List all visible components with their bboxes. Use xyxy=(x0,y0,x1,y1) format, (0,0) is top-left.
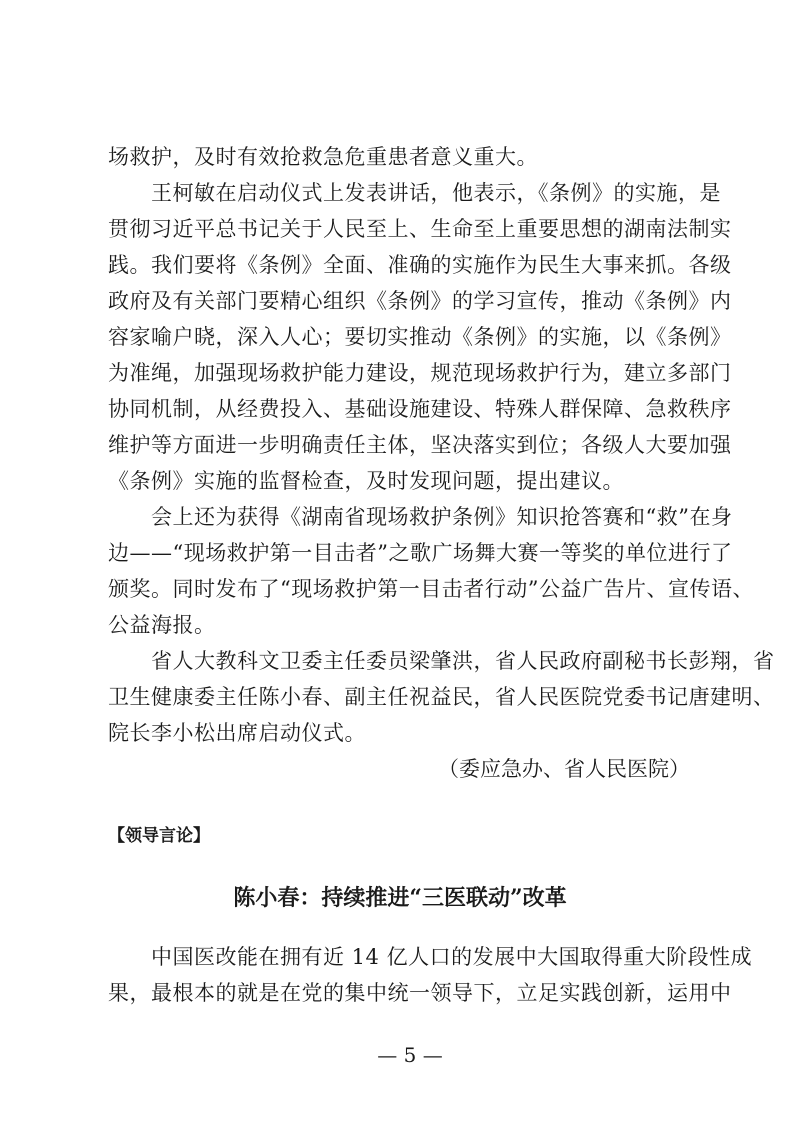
body-line: 维护等方面进一步明确责任主体，坚决落实到位；各级人大要加强 xyxy=(108,433,732,457)
body-line: 容家喻户晓，深入人心；要切实推动《条例》的实施，以《条例》 xyxy=(108,325,732,349)
body-line: 政府及有关部门要精心组织《条例》的学习宣传，推动《条例》内 xyxy=(108,289,732,313)
body-line: 《条例》实施的监督检查，及时发现问题，提出建议。 xyxy=(108,469,624,493)
article-line: 果，最根本的就是在党的集中统一领导下，立足实践创新，运用中 xyxy=(108,981,732,1005)
body-line: 卫生健康委主任陈小春、副主任祝益民，省人民医院党委书记唐建明、 xyxy=(108,685,775,709)
article-title: 陈小春：持续推进“三医联动”改革 xyxy=(233,885,567,911)
body-line: 边——“现场救护第一目击者”之歌广场舞大赛一等奖的单位进行了 xyxy=(108,541,733,565)
article-line: 中国医改能在拥有近 14 亿人口的发展中大国取得重大阶段性成 xyxy=(108,945,753,969)
body-line: 践。我们要将《条例》全面、准确的实施作为民生大事来抓。各级 xyxy=(108,253,732,277)
body-line: 协同机制，从经费投入、基础设施建设、特殊人群保障、急救秩序 xyxy=(108,397,732,421)
body-line: 场救护，及时有效抢救急危重患者意义重大。 xyxy=(108,145,538,169)
body-line: 颁奖。同时发布了“现场救护第一目击者行动”公益广告片、宣传语、 xyxy=(108,577,754,601)
source-attribution: （委应急办、省人民医院） xyxy=(438,757,690,781)
page-number xyxy=(0,1040,800,1070)
body-line: 会上还为获得《湖南省现场救护条例》知识抢答赛和“救”在身 xyxy=(108,505,733,529)
body-line: 为准绳，加强现场救护能力建设，规范现场救护行为，建立多部门 xyxy=(108,361,732,385)
body-line: 公益海报。 xyxy=(108,613,216,637)
body-line: 院长李小松出席启动仪式。 xyxy=(108,721,366,745)
page-number-text: — 5 — xyxy=(377,1043,443,1067)
body-line: 贯彻习近平总书记关于人民至上、生命至上重要思想的湖南法制实 xyxy=(108,217,732,241)
section-tag: 【领导言论】 xyxy=(108,826,210,846)
body-line: 王柯敏在启动仪式上发表讲话，他表示，《条例》的实施，是 xyxy=(108,181,721,205)
body-line: 省人大教科文卫委主任委员梁肇洪，省人民政府副秘书长彭翔，省 xyxy=(108,649,775,673)
